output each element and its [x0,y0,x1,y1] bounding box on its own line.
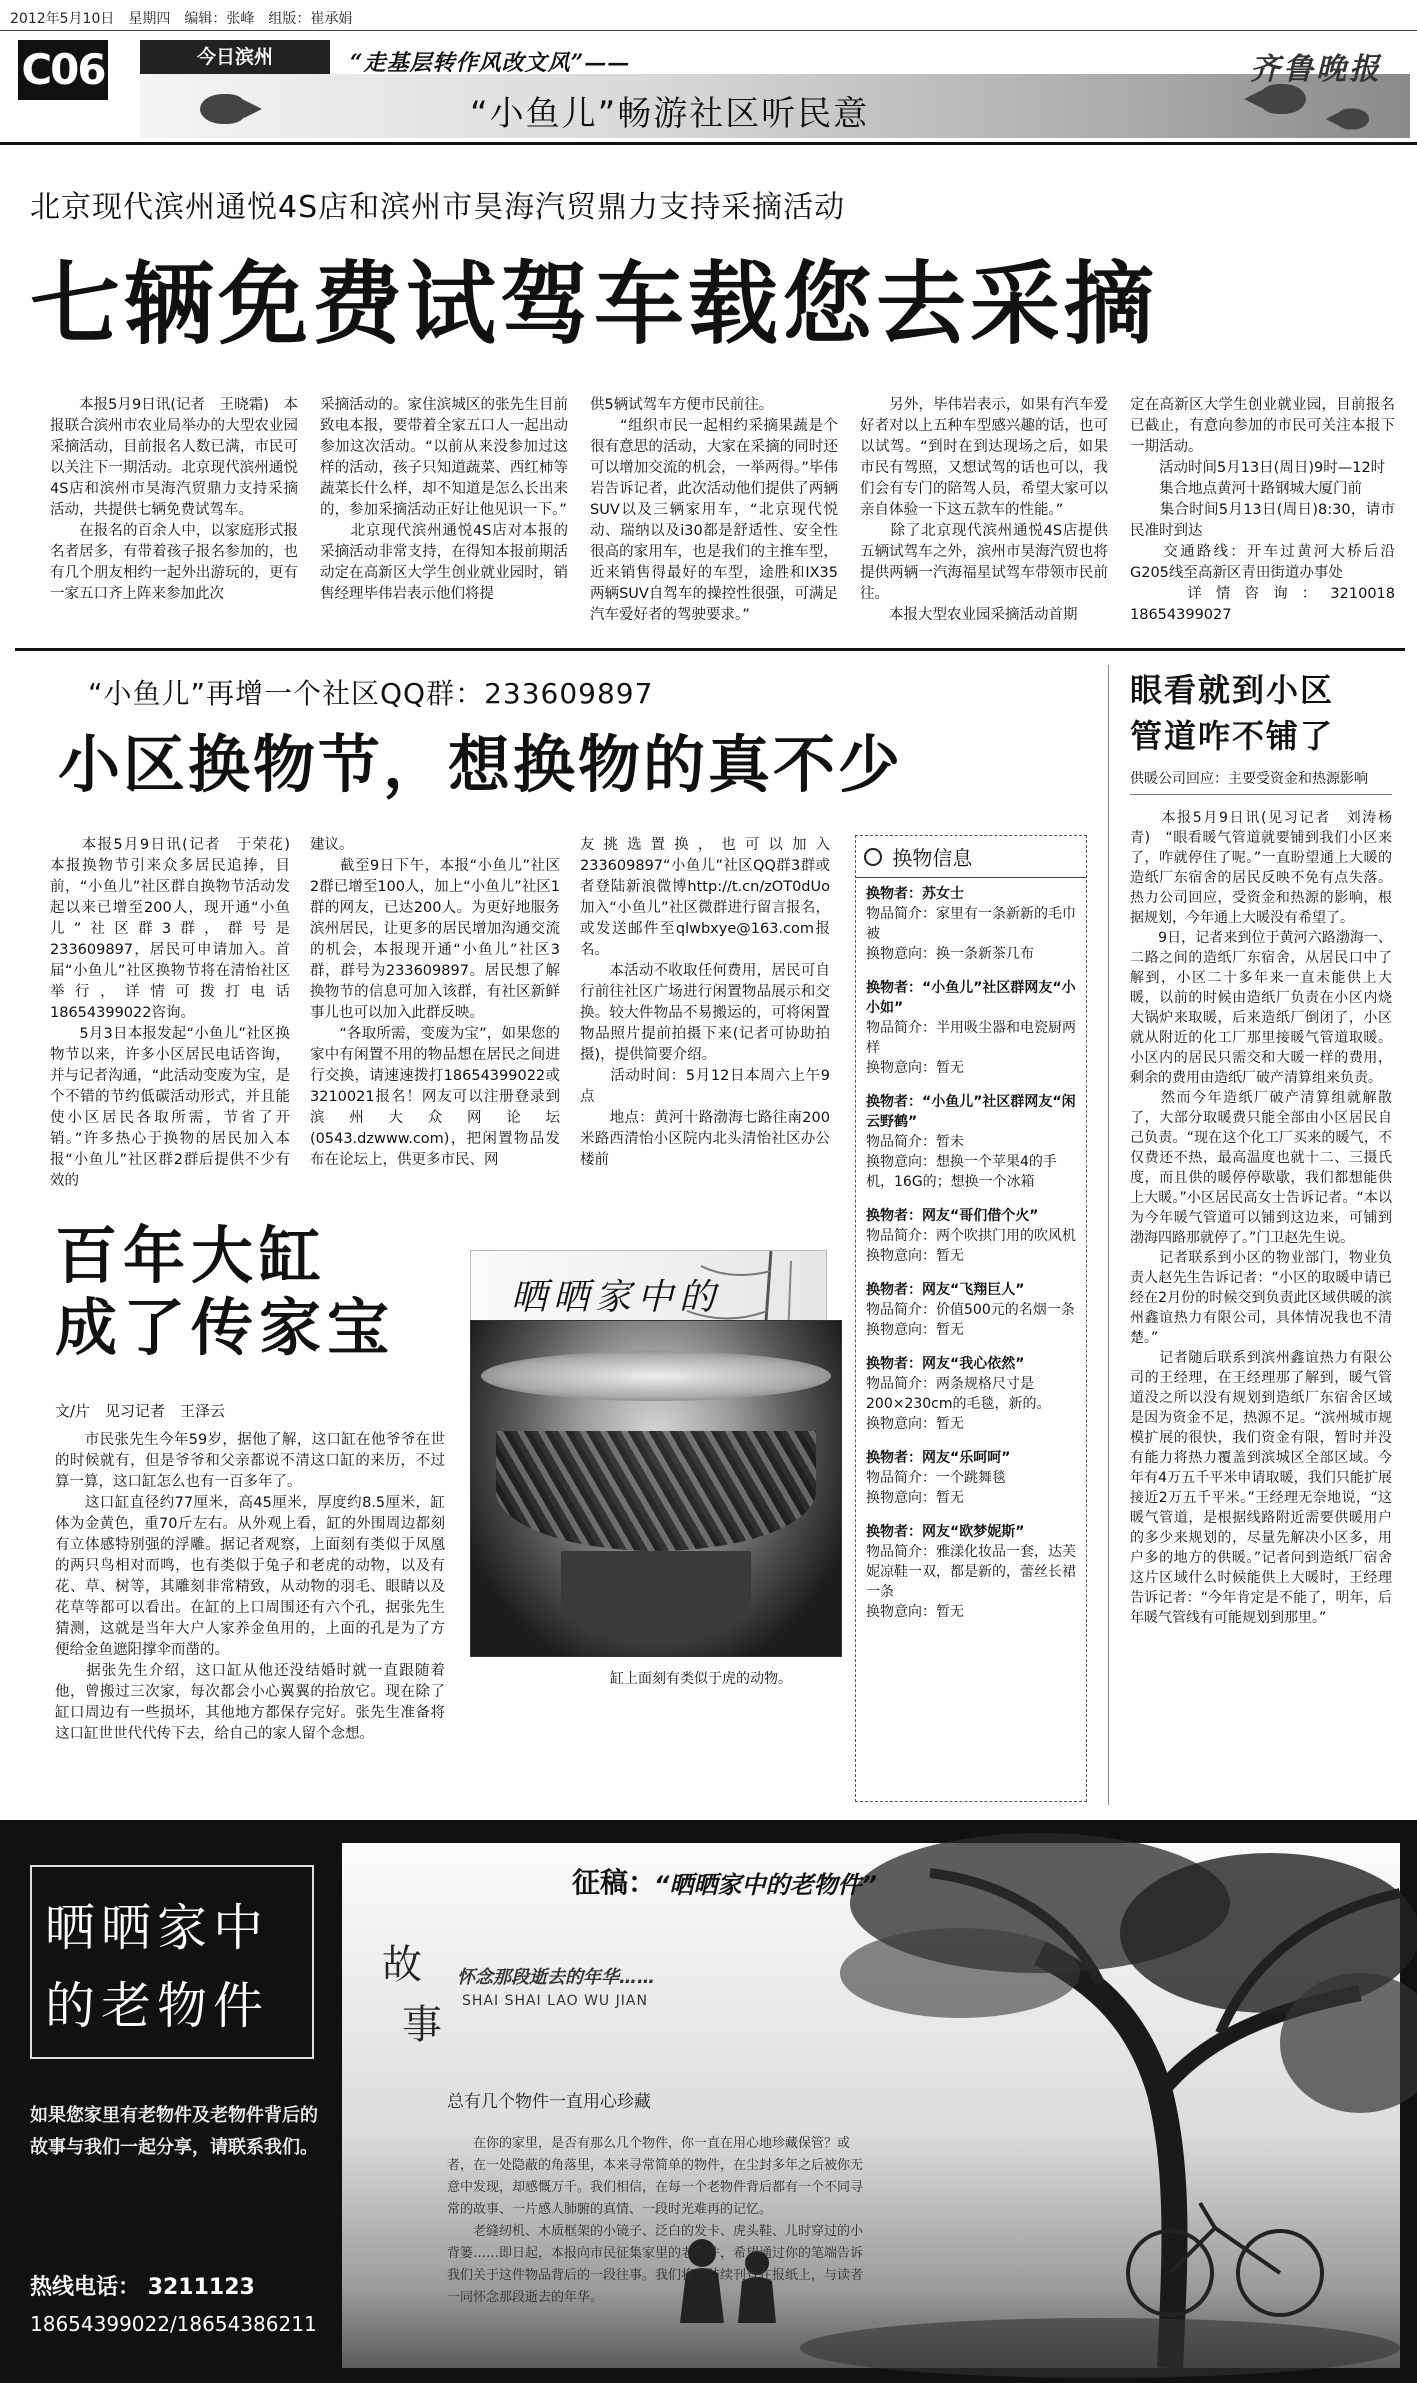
hotline-row [30,2270,255,2301]
exchange-item-wish: 换物意向：暂无 [866,1248,964,1264]
exchange-item-intro: 物品简介：雅漾化妆品一套，达芙妮凉鞋一双，都是新的，蕾丝长裙一条 [866,1544,1076,1600]
exchange-item [866,1522,1076,1622]
circle-icon [864,848,882,866]
article2-col2: 建议。 截至9日下午，本报“小鱼儿”社区2群已增至100人，加上“小鱼儿”社区1群的网友，已达200人。为更好地服务滨州居民，让更多的居民增加沟通交流的机会，本报现开通“小鱼儿”社区3群，群号为233609897。居民想了解换物节的信息可加入该群，有社区新鲜事儿也可以加入此群反映。 “各取所需，变废为宝”，如果您的家中有闲置不用的物品想在居民之间进行交换，请速速拨打18654399022或3210021报名！网友可以注册登录到滨州大众网论坛(0543.dzwww.com)，把闲置物品发布在论坛上，供更多市民、网 [310,837,560,1168]
article3-headline-line2: 成了传家宝 [55,1291,396,1364]
article2-col3: 友挑选置换，也可以加入233609897“小鱼儿”社区QQ群3群或者登陆新浪微博http://t.cn/zOT0dUo加入“小鱼儿”社区微群进行留言报名，或发送邮件至qlwbxye@163.com报名。 本活动不收取任何费用，居民可自行前往社区广场进行闲置物品展示和交换。较大件物品不易搬运的，可将闲置物品照片提前拍摄下来(记者可协助拍摄)，提供简要介绍。 活动时间：5月12日本周六上午9点 地点：黄河十路渤海七路往南200米路西清怡小区院内北头清怡社区办公楼前 [580,837,830,1168]
art-heading: 总有几个物件一直用心珍藏 [447,2092,651,2112]
exchange-item-person: 换物者：网友“哥们借个火” [866,1208,1039,1224]
article4-headline-line1: 眼看就到小区 [1130,671,1335,709]
jar-photo-caption: 缸上面刻有类似于虎的动物。 [610,1671,792,1687]
section-badge: 今日滨州 [140,40,330,74]
hotline-1: 3211123 [147,2275,255,2300]
exchange-item-intro: 物品简介：家里有一条新新的毛巾被 [866,906,1076,942]
call-for-stories-art [342,1843,1400,2368]
exchange-info-box [855,835,1087,1802]
article4-subhead: 供暖公司回应：主要受资金和热源影响 [1130,768,1392,795]
call-label: 征稿： [572,1866,657,1899]
exchange-item-person: 换物者：苏女士 [866,886,964,902]
exchange-item-person: 换物者：“小鱼儿”社区群网友“闲云野鹤” [866,1094,1076,1130]
exchange-item [866,1280,1076,1340]
campaign-subtitle: “小鱼儿”畅游社区听民意 [470,94,870,134]
story-char-2: 事 [402,2002,442,2048]
story-pinyin: SHAI SHAI LAO WU JIAN [462,1993,648,2009]
hotline-2: 18654399022/18654386211 [30,2312,317,2336]
sidebar-title-line1: 晒晒家中 [45,1899,269,1957]
exchange-item-wish: 换物意向：暂无 [866,1060,964,1076]
exchange-item-intro: 物品简介：两条规格尺寸是200×230cm的毛毯，新的。 [866,1376,1051,1412]
exchange-item-wish: 换物意向：暂无 [866,1490,964,1506]
hotline-label: 热线电话： [30,2275,141,2300]
exchange-info-title: 换物信息 [892,846,973,870]
exchange-item-intro: 物品简介：价值500元的名烟一条 [866,1302,1075,1318]
exchange-item-intro: 物品简介：半用吸尘器和电瓷厨两样 [866,1020,1076,1056]
campaign-slogan: “走基层转作风改文风”—— [350,50,631,76]
fish-icon [1337,109,1369,130]
exchange-item-intro: 物品简介：一个跳舞毯 [866,1470,1006,1486]
exchange-item-person: 换物者：“小鱼儿”社区群网友“小小如” [866,980,1076,1016]
article1-kicker: 北京现代滨州通悦4S店和滨州市昊海汽贸鼎力支持采摘活动 [30,190,846,225]
exchange-info-header [856,836,1086,878]
sidebar-text: 如果您家里有老物件及老物件背后的故事与我们一起分享，请联系我们。 [30,2105,318,2158]
exchange-info-list [856,878,1086,1642]
article4-headline-line2: 管道咋不铺了 [1130,717,1335,755]
art-body: 在你的家里，是否有那么几个物件，你一直在用心地珍藏保管？或者，在一处隐蔽的角落里，本来寻常简单的物件，在尘封多年之后被你无意中发现，却感慨万千。我们相信，在每一个老物件背后都有一个不同寻常的故事、一片感人肺腑的真情、一段时光难再的记忆。 老缝纫机、木质框架的小镜子、泛白的发卡、虎头鞋、儿时穿过的小背篓……即日起，本报向市民征集家里的老物件，希望通过你的笔端告诉我们关于这件物品背后的一段往事。我们将会陆续刊登在报纸上，与读者一同怀念那段逝去的年华。 [447,2136,864,2305]
article1-col3: 供5辆试驾车方便市民前往。 “组织市民一起相约采摘果蔬是个很有意思的活动，大家在采摘的同时还可以增加交流的机会，一举两得。”毕伟岩告诉记者，此次活动他们提供了两辆SUV以及三辆家用车，“北京现代悦动、瑞纳以及i30都是舒适性、安全性很高的家用车，也是我们的主推车型，近来销售得最好的车型，途胜和IX35两辆SUV自驾车的操控性很强，可满足汽车爱好者的驾驶要求。” [590,397,838,623]
article2-kicker: “小鱼儿”再增一个社区QQ群：233609897 [88,677,654,710]
story-tagline: 怀念那段逝去的年华…… [457,1967,655,1988]
jar-photo [470,1320,842,1657]
exchange-item [866,978,1076,1078]
article3-body: 市民张先生今年59岁，据他了解，这口缸在他爷爷在世的时候就有，但是爷爷和父亲都说不清这口缸的来历，不过算一算，这口缸怎么也有一百多年了。 这口缸直径约77厘米，高45厘米，厚度约8.5厘米，缸体为金黄色，重70斤左右。从外观上看，缸的外围周边都刻有立体感特别强的浮雕。据记者观察，上面刻有类似于凤凰的两只鸟相对而鸣，也有类似于兔子和老虎的动物，以及有花、草、树等，其雕刻非常精致，从动物的羽毛、眼睛以及花草等都可以看出。在缸的上口周围还有六个孔，据张先生猜测，这就是当年大户人家养金鱼用的，上面的孔是为了方便给金鱼遮阳撑伞而凿的。 据张先生介绍，这口缸从他还没结婚时就一直跟随着他，曾搬过三次家，每次都会小心翼翼的抬放它。现在除了缸口周边有一些损坏，其他地方都保存完好。张先生准备将这口缸世世代代传下去，给自己的家人留个念想。 [55,1432,445,1742]
exchange-item [866,1448,1076,1508]
fish-icon [1260,84,1306,114]
exchange-item-wish: 换物意向：暂无 [866,1604,964,1620]
exchange-item [866,1092,1076,1192]
article1-headline: 七辆免费试驾车载您去采摘 [30,252,1158,357]
exchange-item-wish: 换物意向：暂无 [866,1416,964,1432]
call-for-stories-sidebar [15,1860,325,2370]
exchange-item [866,884,1076,964]
exchange-item-wish: 换物意向：暂无 [866,1322,964,1338]
page-number: C06 [18,40,108,100]
exchange-item [866,1206,1076,1266]
exchange-item [866,1354,1076,1434]
exchange-item-wish: 换物意向：换一条新茶几布 [866,946,1034,962]
paper-name: 齐鲁晚报 [1250,52,1382,87]
article2-headline: 小区换物节，想换物的真不少 [58,728,904,801]
article3-headline-line1: 百年大缸 [55,1219,328,1292]
exchange-item-person: 换物者：网友“我心依然” [866,1356,1025,1372]
exchange-item-wish: 换物意向：想换一个苹果4的手机，16G的；想换一个冰箱 [866,1154,1057,1190]
article1-col2: 采摘活动的。家住滨城区的张先生目前致电本报，要带着全家五口人一起出动参加这次活动。“以前从来没参加过这样的活动，孩子只知道蔬菜、西红柿等蔬菜长什么样，却不知道是怎么长出来的，参加采摘活动正好让他见识一下。” 北京现代滨州通悦4S店对本报的采摘活动非常支持，在得知本报前期活动定在高新区大学生创业就业园时，销售经理毕伟岩表示他们将提 [320,397,568,602]
call-title: “晒晒家中的老物件” [654,1871,877,1899]
exchange-item-person: 换物者：网友“飞翔巨人” [866,1282,1025,1298]
article4-body: 本报5月9日讯(见习记者 刘涛杨青) “眼看暖气管道就要铺到我们小区来了，咋就停住了呢。”一直盼望通上大暖的造纸厂东宿舍的居民反映不免有点失落。热力公司回应，受资金和热源的影响，根据规划，今年通上大暖没有希望了。 9日，记者来到位于黄河六路渤海一、二路之间的造纸厂东宿舍，从居民口中了解到，小区二十多年来一直未能供上大暖，以前的时候由造纸厂负责在小区内烧大锅炉来取暖，后来造纸厂倒闭了，小区就从附近的化工厂那里接暖气管道取暖。小区内的居民只需交和大暖一样的费用，剩余的费用由造纸厂破产清算组来负责。 然而今年造纸厂破产清算组就解散了，大部分取暖费只能全部由小区居民自己负责。“现在这个化工厂买来的暖气，不仅费还不热，最高温度也就十二、三摄氏度，而且供的暖停停歇歇，我们都想能供上大暖。”小区居民高女士告诉记者。“本以为今年暖气管道可以铺到这边来，可铺到渤海四路那就停了。”门卫赵先生说。 记者联系到小区的物业部门，物业负责人赵先生告诉记者：“小区的取暖申请已经在2月份的时候交到负责此区域供暖的滨州鑫谊热力有限公司，具体情况我也不清楚。” 记者随后联系到滨州鑫谊热力有限公司的王经理，在王经理那了解到，暖气管道没之所以没有规划到造纸厂东宿舍区域是因为资金不足，热源不足。“滨州城市规模扩展的很快，我们资金有限，暂时并没有能力将热力覆盖到滨城区全部区域。今年有4万五千平米申请取暖，我们只能扩展接近2万五千平米。”王经理无奈地说，“这暖气管道，是根据线路附近需要供暖用户的多少来规划的，尽量先解决小区多，用户多的地方的供暖。”记者问到造纸厂宿舍这片区域什么时候能供上大暖时，王经理告诉记者：“今年肯定是不能了，明年，后年暖气管线有可能规划到那里。” [1130,810,1392,1626]
sidebar-title-line2: 的老物件 [45,1977,269,2035]
exchange-item-intro: 物品简介：两个吹拱门用的吹风机 [866,1228,1076,1244]
article3-byline: 文/片 见习记者 王泽云 [55,1402,226,1420]
fish-icon [200,94,246,124]
date-line: 2012年5月10日 星期四 编辑：张峰 组版：崔承娟 [10,11,353,27]
tree-silhouette-icon [840,1843,1400,2368]
article1-col1: 本报5月9日讯(记者 王晓霜) 本报联合滨州市农业局举办的大型农业园采摘活动，目前报名人数已满，市民可以关注下一期活动。北京现代滨州通悦4S店和滨州市昊海汽贸鼎力支持采摘活动，共提供七辆免费试驾车。 在报名的百余人中，以家庭形式报名者居多，有带着孩子报名参加的，也有几个朋友相约一起外出游玩的，更有一家五口齐上阵来参加此次 [50,397,298,602]
article1-col4: 另外，毕伟岩表示，如果有汽车爱好者对以上五种车型感兴趣的话，也可以试驾。“到时在到达现场之后，如果市民有驾照，又想试驾的话也可以，我们会有专门的陪驾人员，希望大家可以亲自体验一下这五款车的性能。” 除了北京现代滨州通悦4S店提供五辆试驾车之外，滨州市昊海汽贸也将提供两辆一汽海福星试驾车带领市民前往。 本报大型农业园采摘活动首期 [860,397,1108,623]
exchange-item-person: 换物者：网友“欧梦妮斯” [866,1524,1025,1540]
story-char-1: 故 [382,1942,422,1988]
exchange-item-person: 换物者：网友“乐呵呵” [866,1450,1011,1466]
article2-col1: 本报5月9日讯(记者 于荣花) 本报换物节引来众多居民追捧，目前，“小鱼儿”社区群自换物节活动发起以来已增至200人，现开通“小鱼儿”社区群3群，群号是233609897，居民可申请加入。首届“小鱼儿”社区换物节将在清怡社区举行，详情可拨打电话18654399022咨询。 5月3日本报发起“小鱼儿”社区换物节以来，许多小区居民电话咨询，并与记者沟通，“此活动变废为宝，是个不错的节约低碳活动形式，并且能使小区居民各取所需，节省了开销。”许多热心于换物的居民加入本报“小鱼儿”社区群2群后提供不少有效的 [50,837,290,1189]
exchange-item-intro: 物品简介：暂未 [866,1134,964,1150]
article1-col5: 定在高新区大学生创业就业园，目前报名已截止，有意向参加的市民可关注本报下一期活动。 活动时间5月13日(周日)9时—12时 集合地点黄河十路钢城大厦门前 集合时间5月13日(周日)8:30，请市民准时到达 交通路线：开车过黄河大桥后沿G205线至高新区青田街道办事处 详情咨询：3210018 18654399027 [1130,397,1395,623]
column-art-line1: 晒晒家中的 [511,1277,722,1318]
